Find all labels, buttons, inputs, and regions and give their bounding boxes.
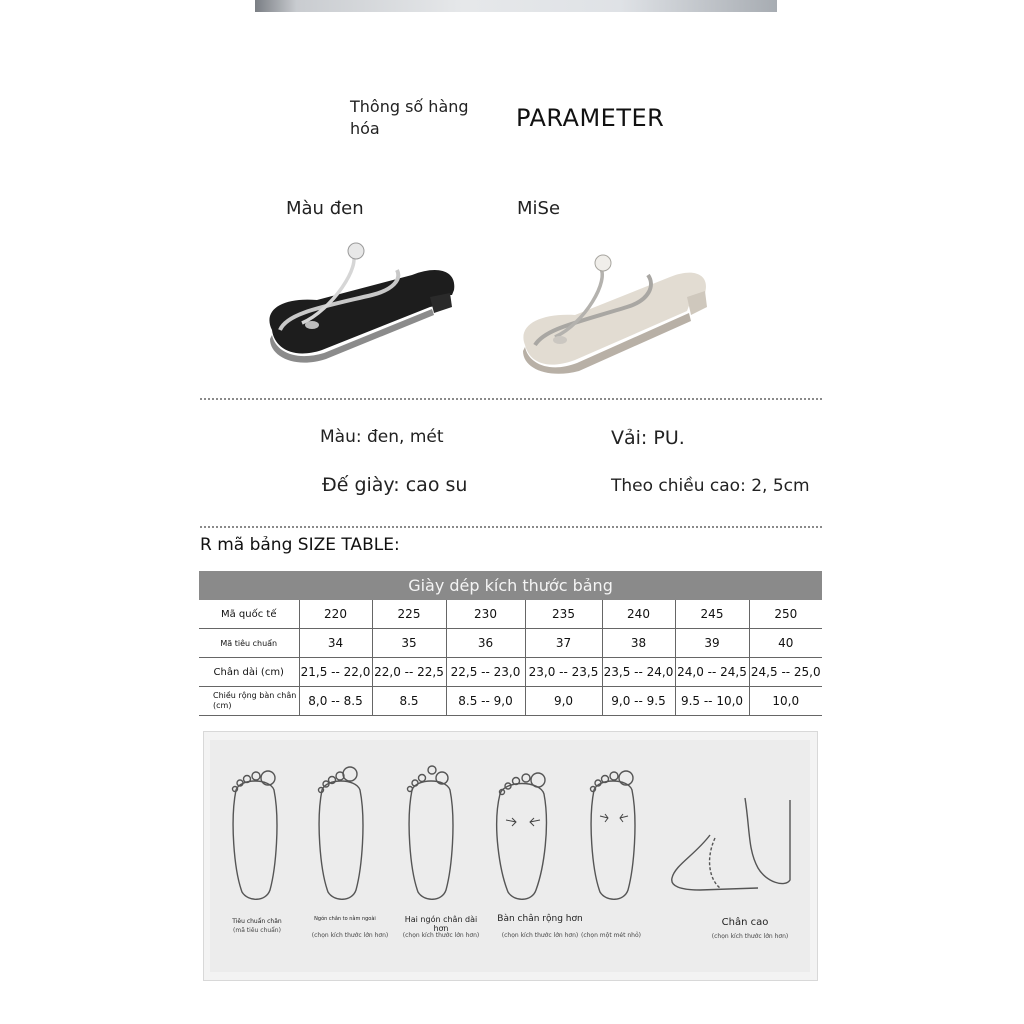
table-cell: 235 [525,600,602,629]
foot-guide-note: (mã tiêu chuẩn) [233,927,281,934]
row-header: Mã tiêu chuẩn [199,629,299,658]
foot-guide-note: (chọn kích thước lớn hơn) [402,932,480,939]
sandal-mise-image [515,245,715,380]
parameter-title-en: PARAMETER [516,104,665,132]
table-cell: 250 [749,600,822,629]
table-cell: 8.5 [372,687,446,716]
table-cell: 37 [525,629,602,658]
table-cell: 230 [446,600,525,629]
foot-guide-note: (chọn một mét nhỏ) [580,932,641,939]
size-table-caption: Giày dép kích thước bảng [199,571,822,600]
table-row [199,658,822,687]
table-cell: 8.5 -- 9,0 [446,687,525,716]
table-cell: 35 [372,629,446,658]
table-cell: 220 [299,600,372,629]
color-label-black: Màu đen [286,198,364,219]
foot-guide-title: Bàn chân rộng hơn [497,914,583,924]
table-cell: 22,5 -- 23,0 [446,658,525,687]
table-cell: 38 [602,629,675,658]
table-row [199,600,822,629]
foot-guide-title: Hai ngón chân dài hơn [404,915,478,933]
size-table [199,571,822,716]
table-cell: 39 [675,629,749,658]
table-cell: 9,0 [525,687,602,716]
table-cell: 21,5 -- 22,0 [299,658,372,687]
table-cell: 40 [749,629,822,658]
foot-shapes-illustration [210,760,810,910]
table-cell: 24,5 -- 25,0 [749,658,822,687]
table-cell: 22,0 -- 22,5 [372,658,446,687]
table-cell: 240 [602,600,675,629]
foot-guide-title: Tiêu chuẩn chân [232,918,282,925]
table-cell: 36 [446,629,525,658]
product-photo-strip [255,0,777,12]
table-cell: 245 [675,600,749,629]
spec-fabric: Vải: PU. [611,427,685,449]
table-row [199,687,822,716]
spec-heel-height: Theo chiều cao: 2, 5cm [611,476,810,496]
table-cell: 9,0 -- 9.5 [602,687,675,716]
size-table-title: R mã bảng SIZE TABLE: [200,535,400,555]
table-cell: 23,0 -- 23,5 [525,658,602,687]
table-cell: 8,0 -- 8.5 [299,687,372,716]
divider-dotted [200,398,822,400]
foot-guide-note: (chọn kích thước lớn hơn) [311,932,389,939]
table-cell: 9.5 -- 10,0 [675,687,749,716]
row-header: Mã quốc tế [199,600,299,629]
row-header: Chân dài (cm) [199,658,299,687]
foot-guide-title: Ngón chân to nằm ngoài [314,916,376,922]
spec-sole: Đế giày: cao su [322,474,468,496]
color-label-mise: MiSe [517,198,561,219]
foot-guide-note: (chọn kích thước lớn hơn) [501,932,579,939]
table-cell: 10,0 [749,687,822,716]
table-row [199,629,822,658]
table-cell: 34 [299,629,372,658]
row-header: Chiều rộng bàn chân (cm) [199,687,299,716]
table-cell: 225 [372,600,446,629]
table-cell: 23,5 -- 24,0 [602,658,675,687]
parameter-title-vn: Thông số hàng hóa [350,97,469,138]
table-cell: 24,0 -- 24,5 [675,658,749,687]
foot-guide-note: (chọn kích thước lớn hơn) [711,933,789,940]
sandal-black-image [262,235,462,370]
foot-guide-title: Chân cao [721,917,769,928]
spec-color: Màu: đen, mét [320,427,444,447]
divider-dotted [200,526,822,528]
